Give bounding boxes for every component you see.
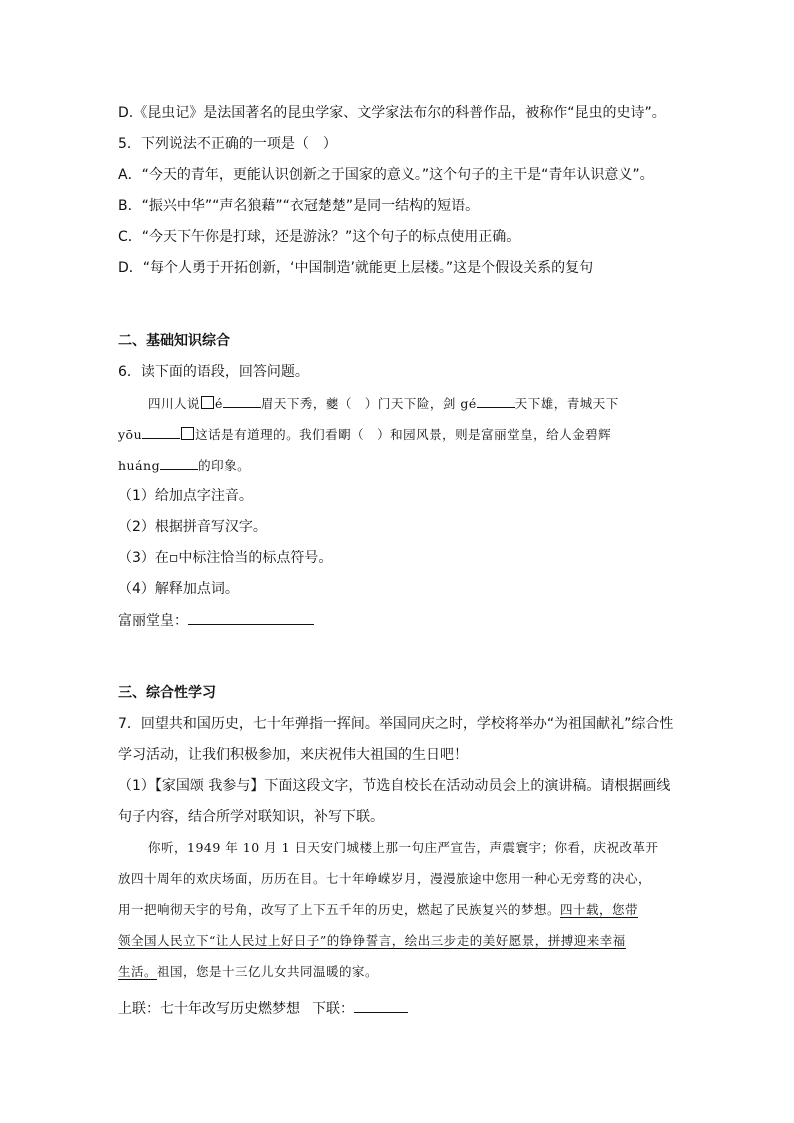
q4-option-d: D.《昆虫记》是法国著名的昆虫学家、文学家法布尔的科普作品，被称作“昆虫的史诗”。	[118, 105, 666, 121]
passage-text: 天下雄，青城天下	[514, 396, 619, 411]
speech-line-3	[118, 900, 638, 920]
answer-label: 富丽堂皇：	[118, 613, 188, 629]
answer-blank	[354, 998, 408, 1013]
answer-blank	[223, 393, 261, 408]
q5-option-d: D．“每个人勇于开拓创新，‘中国制造’就能更上层楼。”这是个假设关系的复句	[118, 260, 594, 276]
answer-blank	[477, 393, 515, 408]
q6-passage-line-3	[118, 455, 250, 476]
couplet-lower-label: 下联：	[312, 1001, 354, 1017]
underlined-sentence: 领全国人民立下“让人民过上好日子”的铮铮誓言，绘出三步走的美好愿景，拼搏迎来幸福	[118, 933, 626, 948]
q7-sub-1-line-2: 句子内容，结合所学对联知识，补写下联。	[118, 809, 384, 825]
q6-sub-3: （3）在▫中标注恰当的标点符号。	[118, 550, 333, 566]
section-3-title: 三、综合性学习	[118, 685, 216, 701]
passage-text: 四川人说	[148, 396, 201, 411]
punctuation-box	[181, 427, 194, 440]
q5-option-a: A．“今天的青年，更能认识创新之于国家的意义。”这个句子的主干是“青年认识意义”。	[118, 167, 654, 183]
pinyin: huáng	[118, 458, 161, 473]
section-2-title: 二、基础知识综合	[118, 333, 230, 349]
answer-blank	[160, 455, 198, 470]
speech-line-4	[118, 931, 626, 951]
speech-text: 祖国，您是十三亿儿女共同温暖的家。	[157, 964, 379, 979]
speech-line-5	[118, 962, 378, 982]
q7-sub-1-line-1: （1）【家国颂 我参与】下面这段文字，节选自校长在活动动员会上的演讲稿。请根据画线	[118, 778, 671, 794]
pinyin: yōu	[118, 427, 143, 442]
underlined-sentence: 生活。	[118, 964, 158, 979]
couplet-upper: 上联：七十年改写历史燃梦想	[118, 1001, 300, 1017]
speech-text: 用一把响彻天宇的号角，改写了上下五千年的历史，燃起了民族复兴的梦想。	[118, 902, 561, 917]
q6-stem: 6．读下面的语段，回答问题。	[118, 364, 309, 380]
answer-blank	[188, 610, 314, 625]
q6-passage-line-1	[148, 393, 619, 414]
answer-blank	[142, 424, 180, 439]
passage-text: 这话是有道理的。我们看朙（ ）和园风景，则是富丽堂皇，给人金碧辉	[195, 427, 612, 442]
q6-sub-4: （4）解释加点词。	[118, 581, 239, 597]
passage-text: 眉天下秀，夔（ ）门天下险，剑 gé	[260, 396, 477, 411]
q7-stem-line-2: 学习活动，让我们积极参加，来庆祝伟大祖国的生日吧！	[118, 747, 468, 763]
speech-line-1: 你听，1949 年 10 月 1 日天安门城楼上那一句庄严宣告，声震寰宇；你看，庆祝改革开	[148, 840, 659, 855]
q6-sub-1: （1）给加点字注音。	[118, 488, 253, 504]
q6-passage-line-2	[118, 424, 611, 445]
underlined-sentence: 四十载，您带	[560, 902, 639, 917]
q6-sub-2: （2）根据拼音写汉字。	[118, 519, 267, 535]
couplet-row	[118, 998, 408, 1019]
punctuation-box	[201, 396, 214, 409]
pinyin: é	[215, 396, 223, 411]
q5-stem: 5．下列说法不正确的一项是（ ）	[118, 136, 337, 152]
q5-option-b: B．“振兴中华”“声名狼藉”“衣冠楚楚”是同一结构的短语。	[118, 198, 480, 214]
q7-stem-line-1: 7．回望共和国历史，七十年弹指一挥间。举国同庆之时，学校将举办“为祖国献礼”综合性	[118, 716, 674, 732]
q5-option-c: C．“今天下午你是打球，还是游泳？”这个句子的标点使用正确。	[118, 229, 521, 245]
q6-answer-row	[118, 610, 314, 631]
speech-line-2: 放四十周年的欢庆场面，历历在目。七十年峥嵘岁月，漫漫旅途中您用一种心无旁骛的决心，	[118, 871, 652, 886]
passage-text: 的印象。	[198, 458, 251, 473]
